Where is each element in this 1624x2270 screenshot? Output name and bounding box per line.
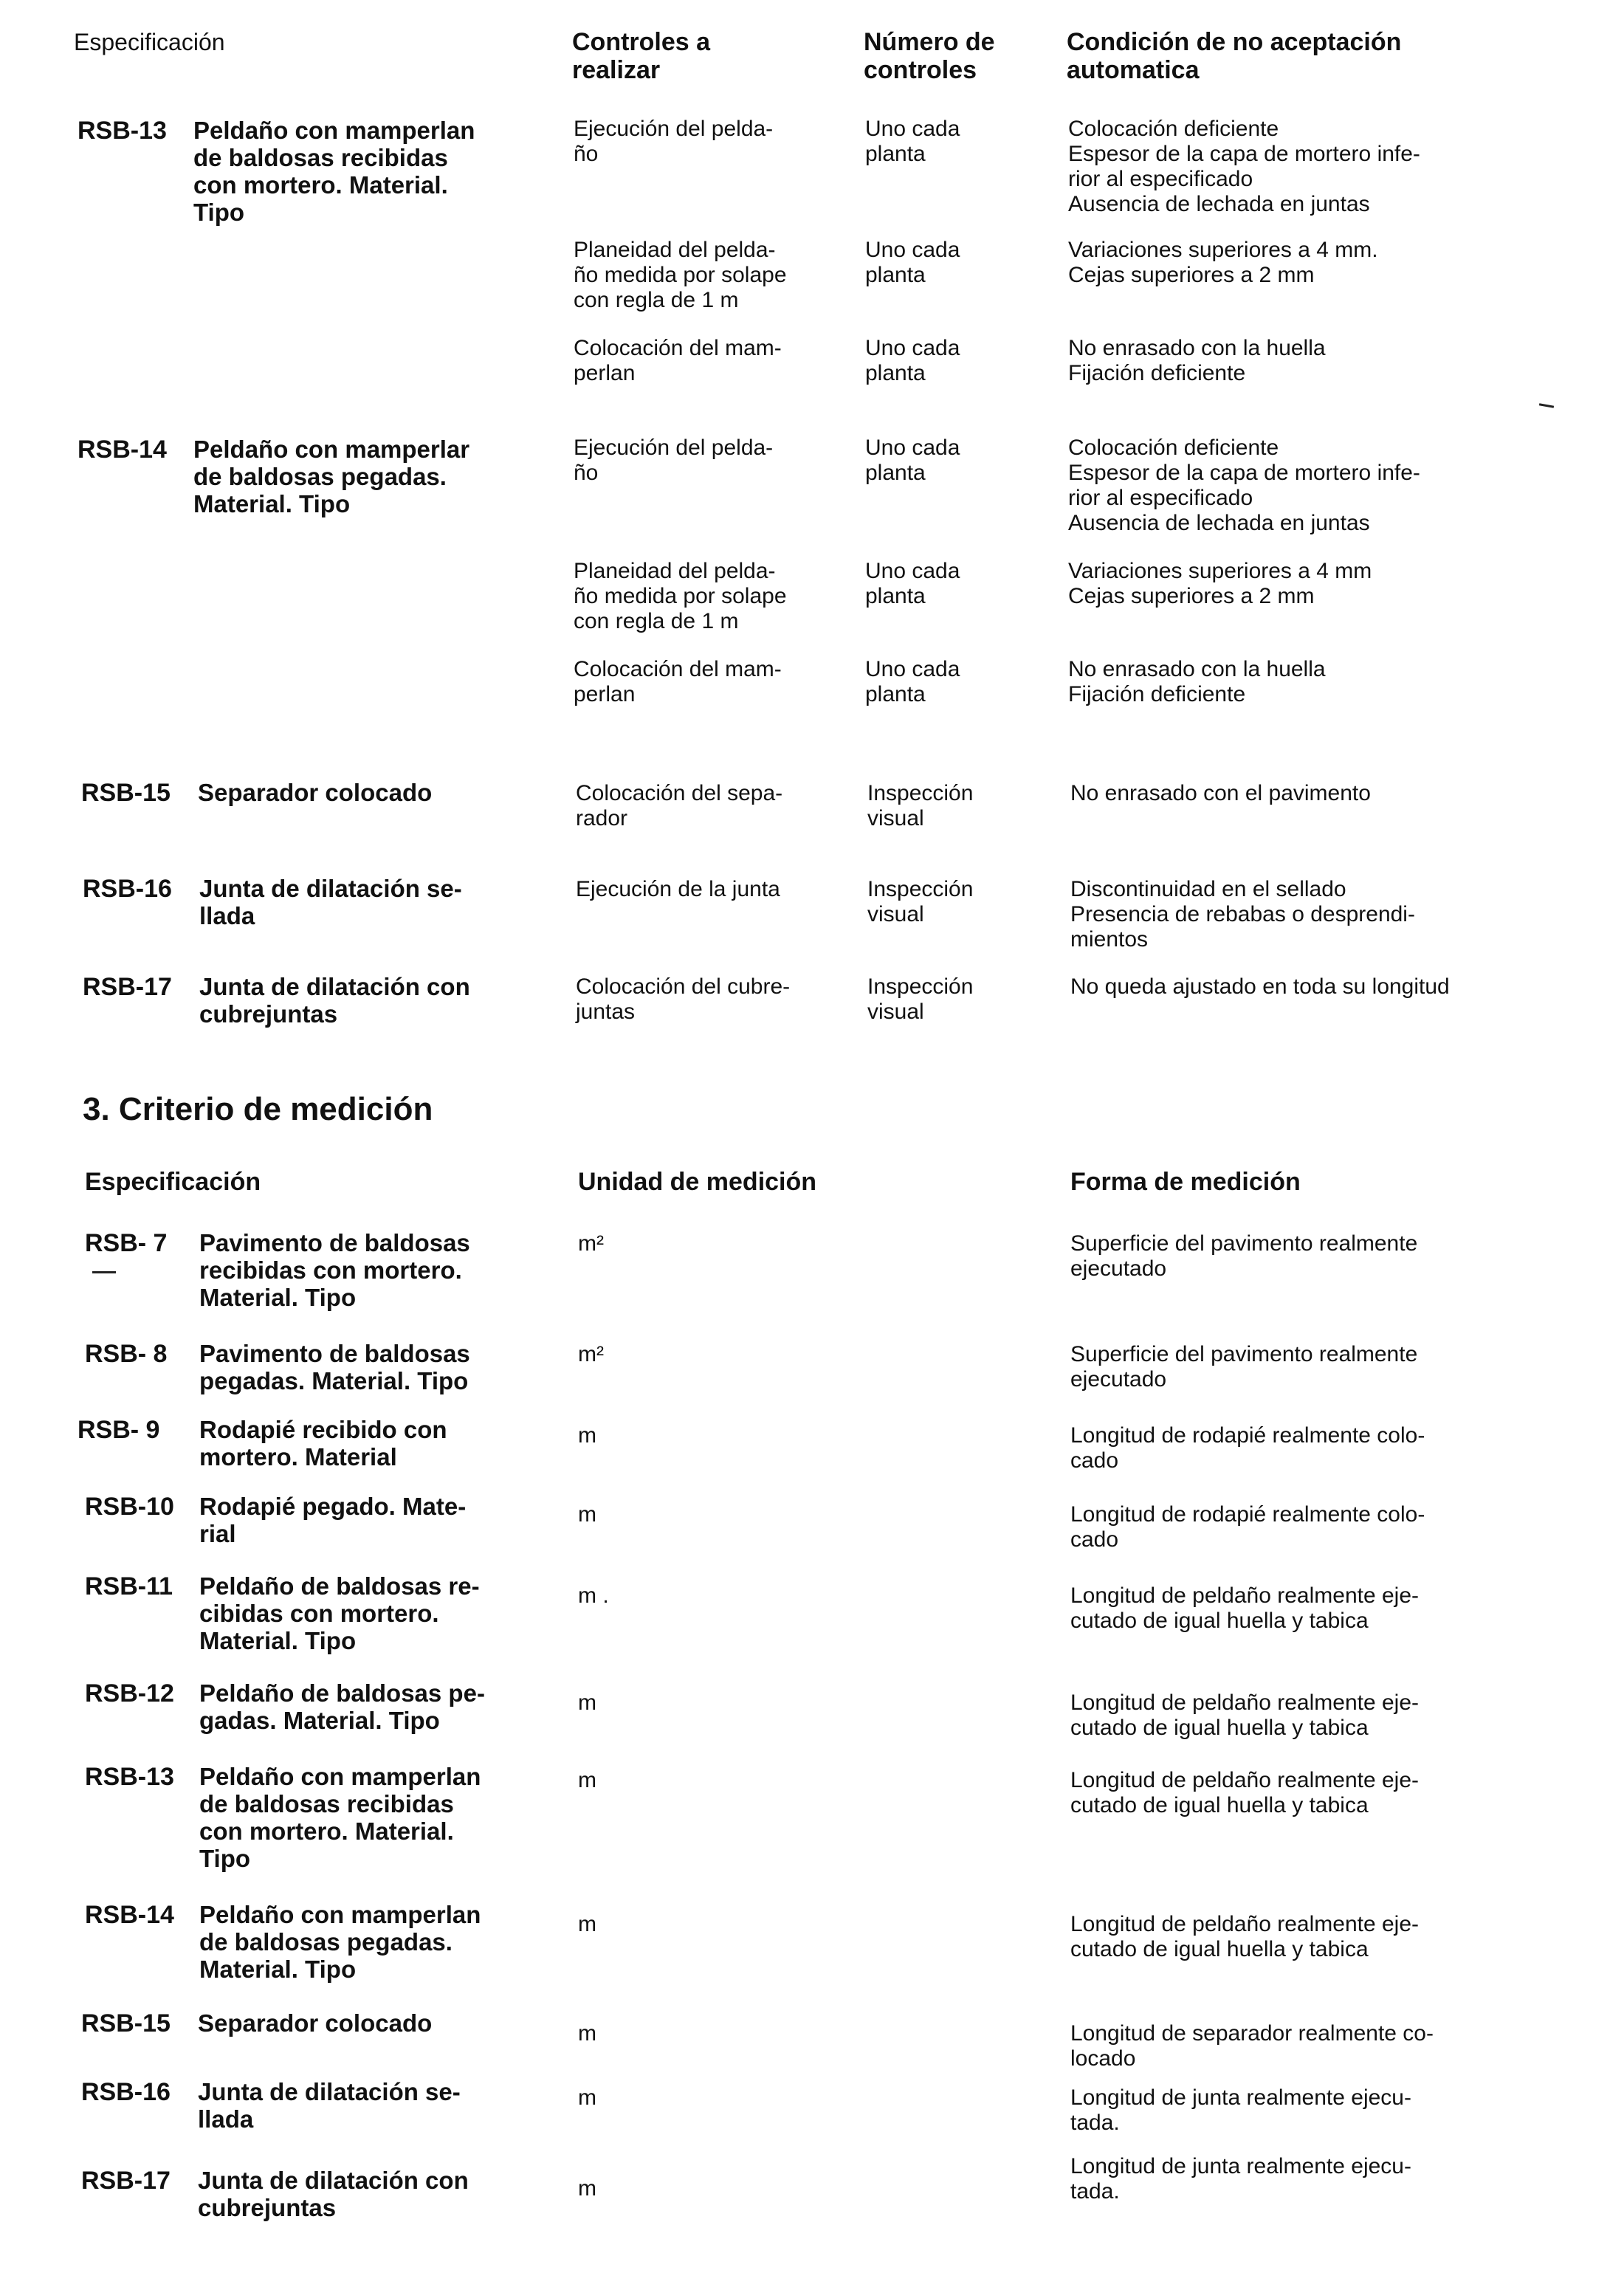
number-line: visual	[867, 1000, 924, 1024]
row-code: RSB-16	[83, 875, 172, 903]
header-number-line-1: Número de	[864, 28, 995, 56]
spec-line: Junta de dilatación se-	[198, 2078, 461, 2105]
control-line: ño	[574, 461, 599, 485]
number-line: planta	[865, 361, 926, 385]
spec-line: de baldosas recibidas	[199, 1790, 454, 1817]
condition-line: Espesor de la capa de mortero infe-	[1068, 142, 1420, 166]
number-cell	[865, 559, 1050, 609]
number-cell	[865, 657, 1050, 707]
control-cell	[574, 336, 839, 386]
form-cell	[1070, 1768, 1528, 1818]
spec-line: mortero. Material	[199, 1443, 397, 1471]
spec-line: Material. Tipo	[199, 1284, 357, 1311]
condition-line: Fijación deficiente	[1068, 682, 1246, 706]
form-line: cutado de igual huella y tabica	[1070, 1793, 1369, 1817]
row-code: RSB-17	[83, 973, 172, 1001]
condition-line: Colocación deficiente	[1068, 436, 1279, 460]
number-line: planta	[865, 682, 926, 706]
row-code: RSB-15	[81, 779, 171, 807]
unit-cell: m²	[578, 1231, 604, 1256]
spec-line: Peldaño con mamperlar	[193, 436, 470, 463]
control-line: Planeidad del pelda-	[574, 559, 776, 583]
condition-cell	[1070, 974, 1528, 1000]
spec-line: Tipo	[199, 1845, 251, 1872]
form-line: tada.	[1070, 2111, 1120, 2135]
unit-cell: m	[578, 1423, 596, 1448]
spec-line: cubrejuntas	[198, 2194, 337, 2221]
spec-line: Pavimento de baldosas	[199, 1229, 470, 1256]
control-line: con regla de 1 m	[574, 609, 739, 633]
form-line: Longitud de rodapié realmente colo-	[1070, 1423, 1425, 1448]
control-line: Colocación del mam-	[574, 336, 782, 360]
row-spec	[199, 1493, 546, 1547]
spec-line: Junta de dilatación con	[198, 2167, 469, 2194]
unit-cell: m	[578, 2176, 596, 2201]
form-cell	[1070, 2154, 1528, 2204]
form-line: Longitud de peldaño realmente eje-	[1070, 1768, 1420, 1792]
spec-line: con mortero. Material.	[199, 1817, 454, 1845]
condition-line: Ausencia de lechada en juntas	[1068, 511, 1370, 535]
spec-line: Tipo	[193, 199, 245, 226]
condition-line: No enrasado con la huella	[1068, 336, 1326, 360]
control-line: con regla de 1 m	[574, 288, 739, 312]
row-spec	[199, 1416, 546, 1471]
condition-line: Cejas superiores a 2 mm	[1068, 263, 1315, 287]
unit-cell: m	[578, 1912, 596, 1936]
spec-line: gadas. Material. Tipo	[199, 1707, 440, 1734]
condition-line: Presencia de rebabas o desprendi-	[1070, 902, 1415, 926]
spec-line: de baldosas pegadas.	[199, 1928, 453, 1956]
condition-line: No enrasado con el pavimento	[1070, 781, 1371, 805]
number-line: planta	[865, 461, 926, 485]
condition-line: rior al especificado	[1068, 486, 1253, 510]
row-code: RSB-14	[78, 436, 167, 464]
number-line: visual	[867, 902, 924, 926]
number-cell	[865, 117, 1050, 167]
form-line: Superficie del pavimento realmente	[1070, 1342, 1418, 1366]
control-cell	[574, 436, 839, 486]
form-line: tada.	[1070, 2179, 1120, 2204]
number-line: Uno cada	[865, 657, 960, 681]
form-cell	[1070, 1502, 1528, 1552]
spec-line: con mortero. Material.	[193, 171, 448, 199]
number-line: visual	[867, 806, 924, 830]
unit-cell: m	[578, 1768, 596, 1792]
form-cell	[1070, 2085, 1528, 2136]
form-cell	[1070, 1583, 1528, 1634]
number-cell	[865, 336, 1050, 386]
header-condition-line-2: automatica	[1067, 56, 1200, 84]
condition-line: mientos	[1070, 927, 1149, 952]
control-line: rador	[576, 806, 628, 830]
control-line: Colocación del mam-	[574, 657, 782, 681]
header-form: Forma de medición	[1070, 1168, 1301, 1196]
number-line: Inspección	[867, 974, 974, 999]
control-cell	[576, 781, 842, 831]
unit-cell: m	[578, 2085, 596, 2110]
row-code: RSB-13	[85, 1763, 174, 1791]
control-line: Colocación del cubre-	[576, 974, 791, 999]
header-controls-line-1: Controles a	[572, 28, 711, 56]
control-line: Ejecución del pelda-	[574, 117, 774, 141]
control-line: juntas	[576, 1000, 636, 1024]
row-code: RSB- 9	[78, 1416, 160, 1444]
number-cell	[865, 238, 1050, 288]
unit-cell: m	[578, 1691, 596, 1715]
number-cell	[865, 436, 1050, 486]
row-code: RSB-17	[81, 2167, 171, 2195]
row-spec	[199, 1901, 546, 1983]
row-spec	[199, 1763, 546, 1872]
form-line: cutado de igual huella y tabica	[1070, 1937, 1369, 1961]
number-line: Uno cada	[865, 559, 960, 583]
spec-line: Peldaño de baldosas pe-	[199, 1679, 485, 1707]
row-code: RSB-13	[78, 117, 167, 145]
header-condition-line-1: Condición de no aceptación	[1067, 28, 1402, 56]
row-spec	[198, 779, 545, 806]
row-spec	[198, 2078, 545, 2133]
condition-cell	[1068, 559, 1526, 609]
row-spec	[199, 1340, 546, 1394]
condition-line: Espesor de la capa de mortero infe-	[1068, 461, 1420, 485]
number-line: Inspección	[867, 877, 974, 901]
spec-line: Material. Tipo	[199, 1627, 357, 1654]
row-spec	[199, 973, 546, 1028]
spec-line: de baldosas pegadas.	[193, 463, 447, 490]
unit-cell: m .	[578, 1583, 609, 1608]
header-unit: Unidad de medición	[578, 1168, 817, 1196]
spec-line: recibidas con mortero.	[199, 1256, 462, 1284]
number-line: Uno cada	[865, 238, 960, 262]
row-spec	[198, 2167, 545, 2221]
form-line: Longitud de peldaño realmente eje-	[1070, 1691, 1420, 1715]
number-line: Uno cada	[865, 117, 960, 141]
form-line: Longitud de peldaño realmente eje-	[1070, 1583, 1420, 1608]
number-line: Inspección	[867, 781, 974, 805]
unit-cell: m	[578, 2021, 596, 2046]
control-line: ño medida por solape	[574, 263, 787, 287]
header-number-line-2: controles	[864, 56, 977, 84]
row-spec	[193, 436, 540, 517]
condition-line: No enrasado con la huella	[1068, 657, 1326, 681]
row-spec	[198, 2009, 545, 2037]
header-controls	[572, 28, 710, 84]
spec-line: Junta de dilatación con	[199, 973, 470, 1000]
form-cell	[1070, 1423, 1528, 1473]
control-line: Ejecución del pelda-	[574, 436, 774, 460]
number-cell	[867, 877, 1052, 927]
unit-cell: m	[578, 1502, 596, 1527]
form-cell	[1070, 1342, 1528, 1392]
number-line: planta	[865, 584, 926, 608]
header-specification: Especificación	[74, 29, 225, 55]
control-line: Ejecución de la junta	[576, 877, 780, 901]
condition-cell	[1068, 336, 1526, 386]
control-cell	[574, 657, 839, 707]
spec-line: llada	[198, 2105, 254, 2133]
spec-line: Rodapié pegado. Mate-	[199, 1493, 467, 1520]
row-code: RSB-10	[85, 1493, 174, 1521]
condition-line: Fijación deficiente	[1068, 361, 1246, 385]
spec-line: pegadas. Material. Tipo	[199, 1367, 469, 1394]
condition-line: No queda ajustado en toda su longitud	[1070, 974, 1450, 999]
condition-cell	[1070, 781, 1528, 806]
form-line: cutado de igual huella y tabica	[1070, 1609, 1369, 1633]
control-line: Colocación del sepa-	[576, 781, 783, 805]
form-line: ejecutado	[1070, 1367, 1167, 1392]
spec-line: de baldosas recibidas	[193, 144, 448, 171]
condition-line: Variaciones superiores a 4 mm.	[1068, 238, 1378, 262]
number-line: Uno cada	[865, 336, 960, 360]
control-line: ño medida por solape	[574, 584, 787, 608]
spec-line: Peldaño con mamperlan	[199, 1763, 481, 1790]
form-cell	[1070, 1231, 1528, 1282]
number-line: Uno cada	[865, 436, 960, 460]
form-cell	[1070, 2021, 1528, 2071]
row-code: RSB-12	[85, 1679, 174, 1707]
condition-cell	[1068, 657, 1526, 707]
form-line: cutado de igual huella y tabica	[1070, 1716, 1369, 1740]
row-code: RSB-14	[85, 1901, 174, 1929]
spec-line: Material. Tipo	[199, 1956, 357, 1983]
row-spec	[199, 1229, 546, 1311]
condition-line: Ausencia de lechada en juntas	[1068, 192, 1370, 216]
number-line: planta	[865, 142, 926, 166]
control-line: perlan	[574, 682, 636, 706]
spec-line: Separador colocado	[198, 2009, 433, 2037]
form-line: ejecutado	[1070, 1256, 1167, 1281]
form-line: cado	[1070, 1527, 1119, 1552]
spec-line: rial	[199, 1520, 236, 1547]
spec-line: cibidas con mortero.	[199, 1600, 439, 1627]
row-code: RSB-16	[81, 2078, 171, 2106]
section-title: 3. Criterio de medición	[83, 1091, 433, 1127]
condition-line: Discontinuidad en el sellado	[1070, 877, 1346, 901]
spec-line: Peldaño con mamperlan	[193, 117, 475, 144]
row-code: RSB- 8	[85, 1340, 168, 1368]
form-line: Longitud de junta realmente ejecu-	[1070, 2085, 1411, 2110]
control-cell	[574, 117, 839, 167]
spec-line: llada	[199, 902, 255, 929]
form-line: Superficie del pavimento realmente	[1070, 1231, 1418, 1256]
condition-cell	[1068, 436, 1526, 536]
row-spec	[199, 1572, 546, 1654]
number-line: planta	[865, 263, 926, 287]
condition-cell	[1070, 877, 1528, 952]
form-line: Longitud de rodapié realmente colo-	[1070, 1502, 1425, 1527]
unit-cell: m²	[578, 1342, 604, 1366]
condition-cell	[1068, 117, 1526, 217]
condition-cell	[1068, 238, 1526, 288]
form-cell	[1070, 1912, 1528, 1962]
form-line: Longitud de peldaño realmente eje-	[1070, 1912, 1420, 1936]
control-cell	[574, 238, 839, 313]
condition-line: Cejas superiores a 2 mm	[1068, 584, 1315, 608]
header-controls-line-2: realizar	[572, 56, 661, 84]
control-line: ño	[574, 142, 599, 166]
spec-line: Pavimento de baldosas	[199, 1340, 470, 1367]
form-line: Longitud de separador realmente co-	[1070, 2021, 1434, 2046]
number-cell	[867, 781, 1052, 831]
spec-line: Peldaño de baldosas re-	[199, 1572, 480, 1600]
spec-line: Peldaño con mamperlan	[199, 1901, 481, 1928]
spec-line: Junta de dilatación se-	[199, 875, 462, 902]
spec-line: Rodapié recibido con	[199, 1416, 447, 1443]
condition-line: rior al especificado	[1068, 167, 1253, 191]
form-line: cado	[1070, 1448, 1119, 1473]
dash-mark	[92, 1271, 116, 1273]
spec-line: cubrejuntas	[199, 1000, 338, 1028]
row-spec	[199, 1679, 546, 1734]
row-code: RSB-15	[81, 2009, 171, 2037]
number-cell	[867, 974, 1052, 1025]
control-line: perlan	[574, 361, 636, 385]
row-code: RSB- 7	[85, 1229, 168, 1257]
form-cell	[1070, 1691, 1528, 1741]
form-line: Longitud de junta realmente ejecu-	[1070, 2154, 1411, 2178]
row-spec	[193, 117, 540, 226]
row-spec	[199, 875, 546, 929]
control-cell	[576, 877, 842, 902]
condition-line: Colocación deficiente	[1068, 117, 1279, 141]
control-cell	[576, 974, 842, 1025]
header-condition	[1067, 28, 1401, 84]
header-specification: Especificación	[85, 1168, 261, 1196]
control-cell	[574, 559, 839, 634]
form-line: locado	[1070, 2046, 1136, 2071]
spec-line: Material. Tipo	[193, 490, 351, 517]
condition-line: Variaciones superiores a 4 mm	[1068, 559, 1372, 583]
control-line: Planeidad del pelda-	[574, 238, 776, 262]
row-code: RSB-11	[85, 1572, 173, 1600]
scan-mark	[1539, 403, 1554, 407]
spec-line: Separador colocado	[198, 779, 433, 806]
header-number	[864, 28, 995, 84]
